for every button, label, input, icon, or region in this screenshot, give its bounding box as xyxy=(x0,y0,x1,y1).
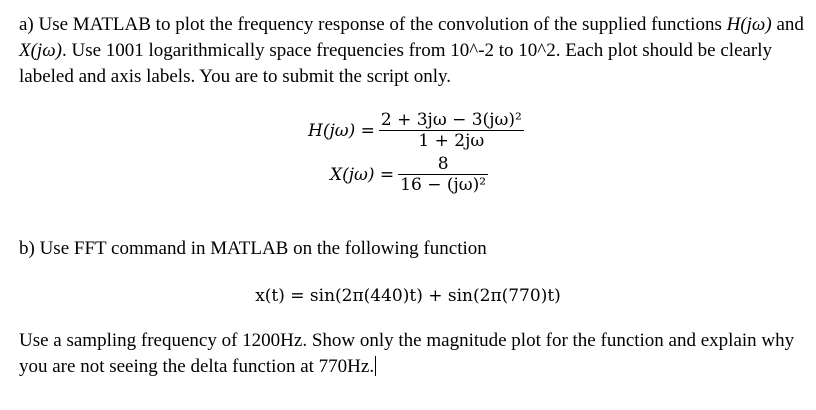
part-b-heading: b) Use FFT command in MATLAB on the following function xyxy=(19,238,487,259)
x-function-inline: X(jω) xyxy=(19,40,62,61)
h-fraction xyxy=(379,110,524,151)
x-denominator: 16 − (jω)² xyxy=(400,175,487,195)
part-a-text-2: . Use 1001 logarithmically space frequencies from 10^-2 to 10^2. Each plot should be clearly labeled and axis labels. You are to submit the script only. xyxy=(19,40,773,87)
part-a-text-1: a) Use MATLAB to plot the frequency response of the convolution of the supplied functions xyxy=(19,14,722,35)
part-b-instructions[interactable] xyxy=(19,328,809,380)
h-denominator: 1 + 2jω xyxy=(418,131,485,151)
h-equation-lhs: H(jω) = xyxy=(308,120,375,141)
text-cursor xyxy=(375,356,376,376)
h-equation xyxy=(308,110,524,151)
part-a-and: and xyxy=(771,14,804,35)
part-a-paragraph xyxy=(19,12,809,90)
signal-equation: x(t) = sin(2π(440)t) + sin(2π(770)t) xyxy=(255,286,561,306)
h-function-inline: H(jω) xyxy=(726,14,772,35)
part-b-instructions-text: Use a sampling frequency of 1200Hz. Show only the magnitude plot for the function and explain why you are not seeing the delta function at 770Hz. xyxy=(19,330,795,377)
x-equation-lhs: X(jω) = xyxy=(330,164,395,185)
x-numerator: 8 xyxy=(398,154,488,175)
x-equation xyxy=(330,154,488,195)
x-fraction xyxy=(398,154,488,195)
h-numerator: 2 + 3jω − 3(jω)² xyxy=(380,110,522,130)
